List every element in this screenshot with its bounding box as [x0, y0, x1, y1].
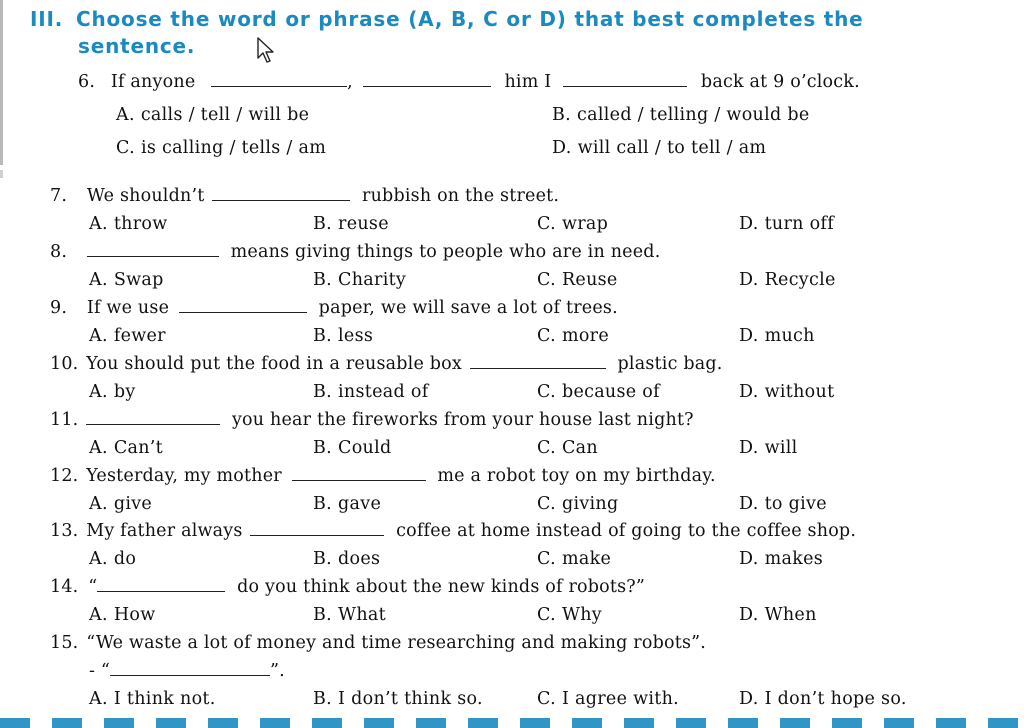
option-a[interactable] — [89, 605, 156, 625]
option-text: Can — [561, 438, 598, 458]
option-letter: B. — [313, 549, 333, 569]
option-letter: C. — [537, 549, 556, 569]
answer-blank[interactable] — [292, 466, 426, 481]
option-letter: C. — [537, 270, 556, 290]
option-text: What — [338, 605, 386, 625]
option-d[interactable] — [552, 138, 766, 158]
option-d[interactable] — [739, 382, 834, 402]
option-letter: D. — [739, 438, 759, 458]
option-text: I don’t hope so. — [764, 689, 907, 709]
question-number: 12. — [50, 466, 79, 486]
option-c[interactable] — [537, 214, 608, 234]
option-text: reuse — [338, 214, 389, 234]
option-letter: C. — [537, 689, 556, 709]
option-letter: D. — [739, 689, 759, 709]
answer-blank[interactable] — [250, 521, 384, 536]
question-text: plastic bag. — [617, 354, 723, 374]
option-b[interactable] — [552, 105, 810, 125]
option-letter: C. — [537, 438, 556, 458]
option-text: calls / tell / will be — [140, 105, 310, 125]
option-letter: A. — [89, 689, 108, 709]
option-text: gave — [338, 494, 382, 514]
option-text: giving — [561, 494, 619, 514]
question-number: 7. — [50, 186, 68, 206]
question-text: do you think about the new kinds of robots?” — [237, 577, 646, 597]
option-b[interactable] — [313, 438, 392, 458]
option-text: I think not. — [113, 689, 216, 709]
option-text: Recycle — [764, 270, 836, 290]
option-text: because of — [561, 382, 660, 402]
option-letter: A. — [116, 105, 135, 125]
option-letter: B. — [313, 326, 333, 346]
option-text: fewer — [113, 326, 166, 346]
option-a[interactable] — [89, 549, 136, 569]
option-letter: C. — [116, 138, 135, 158]
answer-blank[interactable] — [179, 298, 307, 313]
question-text: , — [347, 72, 353, 92]
option-c[interactable] — [537, 605, 602, 625]
question-text: “We waste a lot of money and time researching and making robots”. — [86, 633, 707, 653]
question-text: If anyone — [110, 72, 196, 92]
question-text: you hear the fireworks from your house last night? — [231, 410, 694, 430]
question-number: 6. — [78, 72, 96, 92]
answer-blank[interactable] — [363, 72, 491, 87]
question-text: rubbish on the street. — [362, 186, 560, 206]
option-letter: B. — [313, 438, 333, 458]
option-d[interactable] — [739, 214, 834, 234]
question-14 — [50, 577, 645, 597]
option-text: more — [561, 326, 609, 346]
option-text: I agree with. — [561, 689, 680, 709]
response-suffix: ”. — [270, 661, 285, 681]
option-d[interactable] — [739, 438, 798, 458]
section-number: III. — [30, 7, 64, 31]
question-number: 14. — [50, 577, 79, 597]
section-title-line2: sentence. — [78, 34, 196, 58]
question-9 — [50, 298, 618, 318]
option-letter: A. — [89, 270, 108, 290]
option-text: throw — [113, 214, 168, 234]
section-heading — [30, 6, 990, 60]
option-a[interactable] — [89, 326, 166, 346]
option-text: wrap — [561, 214, 609, 234]
option-letter: A. — [89, 326, 108, 346]
option-text: Swap — [113, 270, 164, 290]
option-text: How — [113, 605, 156, 625]
option-b[interactable] — [313, 326, 373, 346]
question-text: coffee at home instead of going to the coffee shop. — [396, 521, 857, 541]
question-10 — [50, 354, 723, 374]
option-a[interactable] — [89, 494, 152, 514]
question-number: 13. — [50, 521, 79, 541]
left-margin-bar — [0, 0, 3, 165]
option-b[interactable] — [313, 382, 428, 402]
option-a[interactable] — [89, 270, 164, 290]
option-letter: A. — [89, 605, 108, 625]
option-letter: B. — [313, 382, 333, 402]
question-number: 10. — [50, 354, 79, 374]
option-letter: D. — [552, 138, 572, 158]
option-text: turn off — [764, 214, 834, 234]
option-letter: A. — [89, 494, 108, 514]
option-letter: A. — [89, 549, 108, 569]
option-b[interactable] — [313, 605, 386, 625]
option-text: Why — [561, 605, 602, 625]
option-text: do — [113, 549, 137, 569]
question-text: Yesterday, my mother — [86, 466, 282, 486]
cut-off-next-heading — [0, 718, 1024, 728]
option-text: When — [764, 605, 817, 625]
question-text: means giving things to people who are in need. — [230, 242, 661, 262]
option-letter: A. — [89, 438, 108, 458]
option-letter: A. — [89, 214, 108, 234]
option-b[interactable] — [313, 494, 381, 514]
option-b[interactable] — [313, 214, 389, 234]
question-text: back at 9 o’clock. — [700, 72, 860, 92]
option-d[interactable] — [739, 689, 907, 709]
option-d[interactable] — [739, 326, 815, 346]
option-text: Reuse — [561, 270, 618, 290]
option-text: will — [764, 438, 798, 458]
mouse-pointer-icon — [256, 36, 276, 64]
question-text: You should put the food in a reusable box — [86, 354, 462, 374]
option-letter: D. — [739, 494, 759, 514]
option-letter: D. — [739, 214, 759, 234]
option-d[interactable] — [739, 270, 836, 290]
answer-blank[interactable] — [470, 354, 606, 369]
question-15-response — [89, 661, 285, 681]
option-d[interactable] — [739, 549, 823, 569]
question-8 — [50, 242, 660, 262]
option-c[interactable] — [537, 689, 679, 709]
question-text: me a robot toy on my birthday. — [437, 466, 716, 486]
option-letter: D. — [739, 270, 759, 290]
answer-blank[interactable] — [211, 72, 347, 87]
option-letter: D. — [739, 605, 759, 625]
option-letter: C. — [537, 326, 556, 346]
option-a[interactable] — [89, 438, 163, 458]
question-number: 15. — [50, 633, 79, 653]
option-d[interactable] — [739, 605, 817, 625]
question-number: 9. — [50, 298, 68, 318]
option-b[interactable] — [313, 270, 406, 290]
question-6 — [78, 72, 860, 92]
option-letter: B. — [313, 605, 333, 625]
option-letter: D. — [739, 326, 759, 346]
question-number: 8. — [50, 242, 68, 262]
option-text: make — [561, 549, 612, 569]
option-text: by — [113, 382, 136, 402]
answer-blank[interactable] — [563, 72, 687, 87]
option-text: called / telling / would be — [577, 105, 810, 125]
option-letter: D. — [739, 549, 759, 569]
question-13 — [50, 521, 856, 541]
left-margin-tick — [0, 170, 3, 178]
option-text: is calling / tells / am — [140, 138, 327, 158]
option-d[interactable] — [739, 494, 827, 514]
question-15 — [50, 633, 706, 653]
option-c[interactable] — [537, 326, 609, 346]
question-text: paper, we will save a lot of trees. — [318, 298, 618, 318]
option-letter: B. — [552, 105, 572, 125]
option-letter: C. — [537, 382, 556, 402]
option-c[interactable] — [116, 138, 326, 158]
answer-blank[interactable] — [212, 186, 350, 201]
option-b[interactable] — [313, 549, 380, 569]
option-text: to give — [764, 494, 827, 514]
option-text: will call / to tell / am — [577, 138, 767, 158]
option-c[interactable] — [537, 270, 618, 290]
option-text: less — [338, 326, 374, 346]
question-text: We shouldn’t — [86, 186, 205, 206]
answer-blank[interactable] — [86, 410, 220, 425]
response-prefix: - “ — [89, 661, 111, 681]
question-text: him I — [504, 72, 552, 92]
option-c[interactable] — [537, 438, 598, 458]
answer-blank[interactable] — [110, 661, 270, 676]
option-c[interactable] — [537, 549, 611, 569]
option-c[interactable] — [537, 382, 660, 402]
option-letter: C. — [537, 605, 556, 625]
option-letter: A. — [89, 382, 108, 402]
option-text: makes — [764, 549, 824, 569]
option-text: instead of — [338, 382, 429, 402]
option-c[interactable] — [537, 494, 619, 514]
option-letter: B. — [313, 214, 333, 234]
option-letter: C. — [537, 494, 556, 514]
option-text: I don’t think so. — [338, 689, 483, 709]
option-text: Can’t — [113, 438, 164, 458]
option-letter: B. — [313, 270, 333, 290]
answer-blank[interactable] — [97, 577, 225, 592]
option-text: without — [764, 382, 835, 402]
option-letter: D. — [739, 382, 759, 402]
question-11 — [50, 410, 694, 430]
question-text: If we use — [86, 298, 170, 318]
section-title-line1: Choose the word or phrase (A, B, C or D) that best completes the — [76, 7, 864, 31]
option-text: Could — [338, 438, 392, 458]
option-a[interactable] — [116, 105, 309, 125]
question-text: My father always — [86, 521, 243, 541]
question-12 — [50, 466, 716, 486]
option-a[interactable] — [89, 214, 168, 234]
question-7 — [50, 186, 559, 206]
option-text: much — [764, 326, 815, 346]
option-a[interactable] — [89, 689, 216, 709]
option-letter: B. — [313, 494, 333, 514]
option-a[interactable] — [89, 382, 136, 402]
option-text: does — [338, 549, 381, 569]
option-text: Charity — [338, 270, 407, 290]
option-letter: C. — [537, 214, 556, 234]
open-quote: “ — [88, 577, 98, 597]
question-number: 11. — [50, 410, 79, 430]
option-b[interactable] — [313, 689, 483, 709]
option-text: give — [113, 494, 153, 514]
option-letter: B. — [313, 689, 333, 709]
answer-blank[interactable] — [87, 242, 219, 257]
